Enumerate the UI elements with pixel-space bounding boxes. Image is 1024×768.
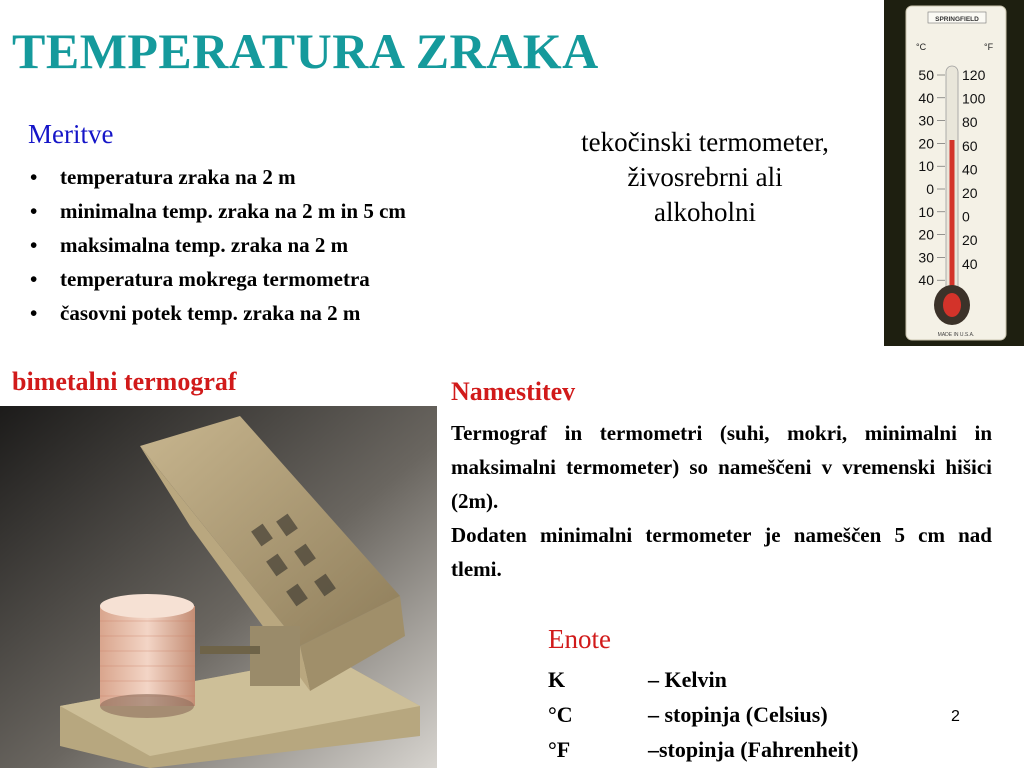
- thermometer-brand: SPRINGFIELD: [935, 16, 979, 23]
- unit-description: – Kelvin: [648, 667, 727, 692]
- celsius-tick-label: 30: [918, 249, 934, 266]
- meritve-list: [28, 160, 406, 330]
- unit-description: –stopinja (Fahrenheit): [648, 737, 859, 762]
- slide-title: TEMPERATURA ZRAKA: [12, 23, 599, 79]
- paragraph: Dodaten minimalni termometer je nameščen 5 cm nad tlemi.: [451, 523, 992, 581]
- unit-description: – stopinja (Celsius): [648, 702, 828, 727]
- thermometer-photo: [884, 0, 1024, 346]
- fahrenheit-tick-label: 120: [962, 67, 986, 83]
- caption-line: alkoholni: [654, 197, 756, 227]
- fahrenheit-tick-label: 60: [962, 137, 978, 154]
- enote-row: [548, 662, 858, 697]
- celsius-tick-label: 30: [918, 112, 934, 129]
- celsius-tick-label: 10: [918, 203, 934, 220]
- list-item: • temperatura mokrega termometra: [28, 262, 406, 296]
- enote-heading: Enote: [548, 624, 611, 654]
- page-number: 2: [951, 708, 960, 725]
- list-item: • minimalna temp. zraka na 2 m in 5 cm: [28, 194, 406, 228]
- celsius-tick-label: 20: [918, 226, 934, 243]
- caption-line: tekočinski termometer,: [581, 127, 829, 157]
- paragraph: Termograf in termometri (suhi, mokri, minimalni in maksimalni termometer) so nameščeni v vremenski hišici (2m).: [451, 421, 992, 513]
- celsius-tick-label: 20: [918, 135, 934, 152]
- namestitev-heading: Namestitev: [451, 377, 576, 406]
- caption-line: živosrebrni ali: [627, 162, 783, 192]
- enote-row: [548, 697, 858, 732]
- fahrenheit-tick-label: 40: [962, 255, 978, 272]
- list-item: • maksimalna temp. zraka na 2 m: [28, 228, 406, 262]
- celsius-tick-label: 10: [918, 158, 934, 175]
- fahrenheit-tick-label: 100: [962, 90, 986, 107]
- unit-symbol: °C: [548, 702, 573, 727]
- celsius-unit: °C: [916, 42, 927, 52]
- fahrenheit-tick-label: 40: [962, 161, 978, 178]
- enote-table: [548, 662, 858, 767]
- fahrenheit-tick-label: 80: [962, 114, 978, 131]
- list-item: • temperatura zraka na 2 m: [28, 160, 406, 194]
- fahrenheit-tick-label: 0: [962, 208, 970, 225]
- list-item: • časovni potek temp. zraka na 2 m: [28, 296, 406, 330]
- celsius-tick-label: 40: [918, 89, 934, 106]
- thermometer-footer: MADE IN U.S.A.: [937, 332, 975, 338]
- fahrenheit-tick-label: 20: [962, 185, 978, 201]
- unit-symbol: K: [548, 667, 566, 692]
- bimetal-heading: bimetalni termograf: [12, 367, 237, 396]
- thermograph-photo: [0, 406, 437, 768]
- fahrenheit-tick-label: 20: [962, 232, 978, 249]
- thermometer-caption: [530, 125, 880, 230]
- unit-symbol: °F: [548, 737, 571, 762]
- celsius-tick-label: 0: [926, 181, 934, 197]
- fahrenheit-unit: °F: [984, 42, 994, 52]
- namestitev-text: [451, 416, 992, 586]
- celsius-tick-label: 50: [918, 67, 934, 83]
- meritve-heading: Meritve: [28, 119, 114, 149]
- celsius-tick-label: 40: [918, 272, 934, 289]
- enote-row: [548, 732, 858, 767]
